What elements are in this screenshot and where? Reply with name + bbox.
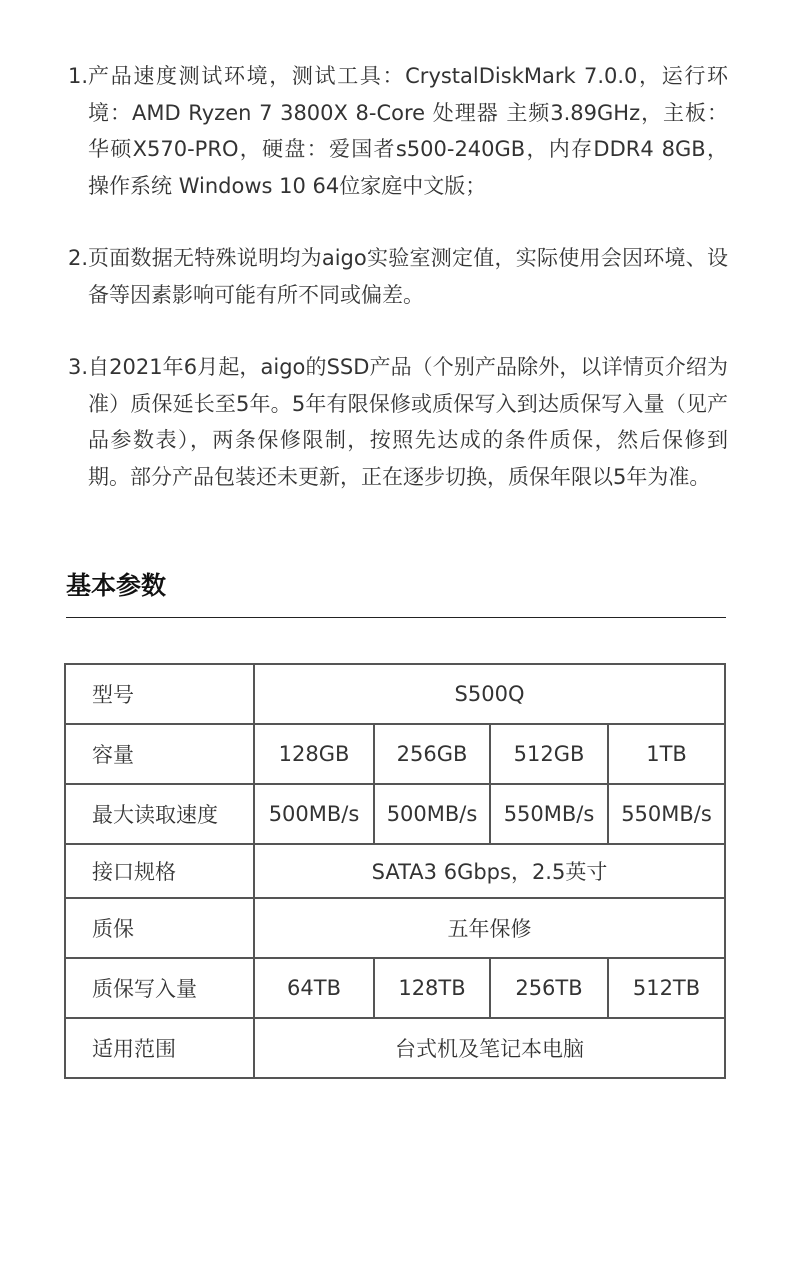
tbw-cell: 64TB: [254, 958, 374, 1018]
tbw-cell: 512TB: [608, 958, 725, 1018]
row-label: 最大读取速度: [65, 784, 254, 844]
note-item: [68, 349, 728, 495]
capacity-cell: 1TB: [608, 724, 725, 784]
model-value: S500Q: [254, 664, 725, 724]
tbw-cell: 256TB: [490, 958, 608, 1018]
tbw-cell: 128TB: [374, 958, 490, 1018]
note-item: [68, 58, 728, 204]
section-divider: [66, 617, 726, 618]
table-row-usage: [65, 1018, 725, 1078]
row-label: 质保写入量: [65, 958, 254, 1018]
capacity-cell: 512GB: [490, 724, 608, 784]
row-label: 型号: [65, 664, 254, 724]
spec-table: [64, 663, 726, 1079]
notes-list: [68, 58, 728, 531]
note-item: [68, 240, 728, 313]
capacity-cell: 256GB: [374, 724, 490, 784]
table-row-warranty: [65, 898, 725, 958]
read-speed-cell: 500MB/s: [254, 784, 374, 844]
note-number: 1.: [68, 64, 89, 88]
warranty-value: 五年保修: [254, 898, 725, 958]
row-label: 适用范围: [65, 1018, 254, 1078]
note-number: 3.: [68, 355, 89, 379]
usage-value: 台式机及笔记本电脑: [254, 1018, 725, 1078]
table-row-model: [65, 664, 725, 724]
note-number: 2.: [68, 246, 89, 270]
read-speed-cell: 550MB/s: [608, 784, 725, 844]
table-row-capacity: [65, 724, 725, 784]
table-row-interface: [65, 844, 725, 898]
row-label: 容量: [65, 724, 254, 784]
table-row-read-speed: [65, 784, 725, 844]
note-text: 页面数据无特殊说明均为aigo实验室测定值，实际使用会因环境、设备等因素影响可能有所不同或偏差。: [88, 246, 728, 307]
capacity-cell: 128GB: [254, 724, 374, 784]
table-row-tbw: [65, 958, 725, 1018]
row-label: 质保: [65, 898, 254, 958]
note-text: 自2021年6月起，aigo的SSD产品（个别产品除外，以详情页介绍为准）质保延长至5年。5年有限保修或质保写入到达质保写入量（见产品参数表），两条保修限制，按照先达成的条件质保，然后保修到期。部分产品包装还未更新，正在逐步切换，质保年限以5年为准。: [88, 355, 728, 489]
read-speed-cell: 550MB/s: [490, 784, 608, 844]
read-speed-cell: 500MB/s: [374, 784, 490, 844]
section-title: 基本参数: [66, 571, 167, 600]
note-text: 产品速度测试环境，测试工具：CrystalDiskMark 7.0.0，运行环境：AMD Ryzen 7 3800X 8-Core 处理器 主频3.89GHz，主板：华硕X570-PRO，硬盘：爱国者s500-240GB，内存DDR4 8GB，操作系统 Windows 10 64位家庭中文版；: [88, 64, 728, 198]
row-label: 接口规格: [65, 844, 254, 898]
interface-value: SATA3 6Gbps，2.5英寸: [254, 844, 725, 898]
